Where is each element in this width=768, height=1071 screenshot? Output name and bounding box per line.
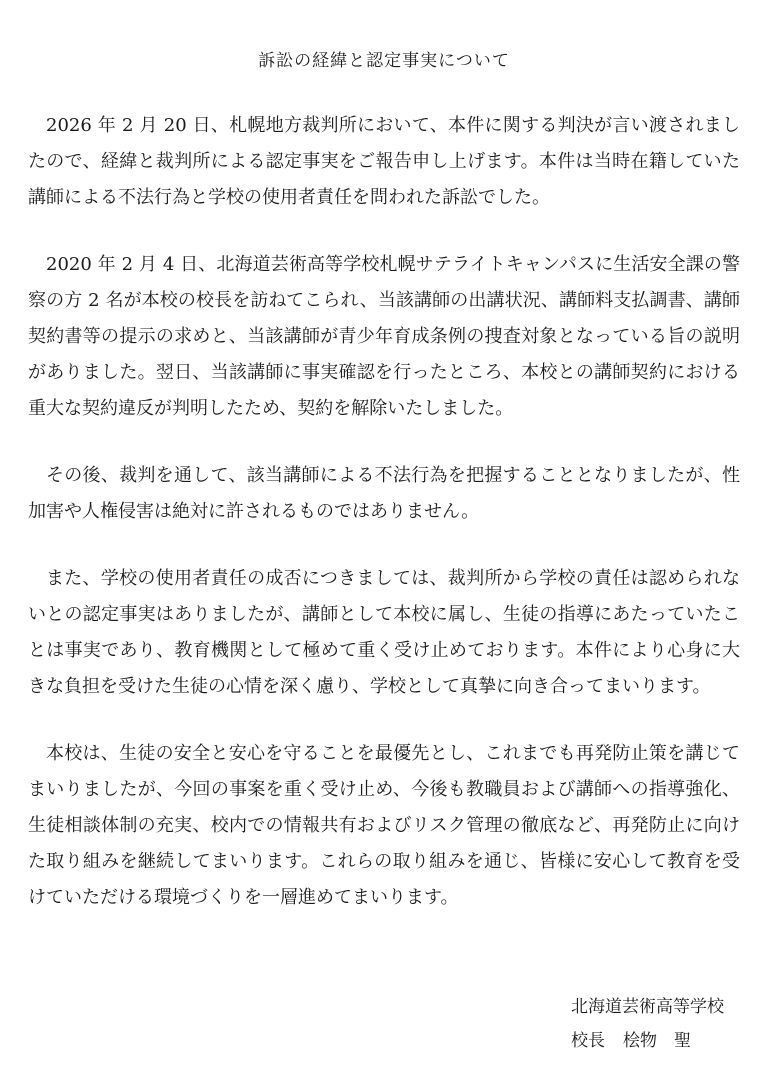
signature-person xyxy=(571,1024,724,1058)
document-title: 訴訟の経緯と認定事実について xyxy=(258,51,510,71)
signature-name: 桧物 聖 xyxy=(623,1031,691,1051)
paragraph-findings: その後、裁判を通して、該当講師による不法行為を把握することとなりましたが、性加害や人権侵害は絶対に許されるものではありません。 xyxy=(28,465,740,522)
paragraph-prevention: 本校は、生徒の安全と安心を守ることを最優先とし、これまでも再発防止策を講じてまいりましたが、今回の事案を重く受け止め、今後も教職員および講師への指導強化、生徒相談体制の充実、校内での情報共有およびリスク管理の徹底など、再発防止に向けた取り組みを継続してまいります。これらの取り組みを通じ、皆様に安心して教育を受けていただける環境づくりを一層進めてまいります。 xyxy=(28,743,740,908)
signature-organization: 北海道芸術高等学校 xyxy=(571,997,724,1017)
paragraph-verdict: 2026 年 2 月 20 日、札幌地方裁判所において、本件に関する判決が言い渡されましたので、経緯と裁判所による認定事実をご報告申し上げます。本件は当時在籍していた講師による不法行為と学校の使用者責任を問われた訴訟でした。 xyxy=(28,115,740,208)
document-body xyxy=(28,108,740,947)
signature-block xyxy=(571,990,724,1058)
signature-role: 校長 xyxy=(571,1031,605,1051)
paragraph-background: 2020 年 2 月 4 日、北海道芸術高等学校札幌サテライトキャンパスに生活安全課の警察の方 2 名が本校の校長を訪ねてこられ、当該講師の出講状況、講師料支払調書、講師契約書等の提示の求めと、当該講師が青少年育成条例の捜査対象となっている旨の説明がありました。翌日、当該講師に事実確認を行ったところ、本校との講師契約における重大な契約違反が判明したため、契約を解除いたしました。 xyxy=(28,254,740,419)
paragraph-responsibility: また、学校の使用者責任の成否につきましては、裁判所から学校の責任は認められないとの認定事実はありましたが、講師として本校に属し、生徒の指導にあたっていたことは事実であり、教育機関として極めて重く受け止めております。本件により心身に大きな負担を受けた生徒の心情を深く慮り、学校として真摯に向き合ってまいります。 xyxy=(28,568,740,697)
